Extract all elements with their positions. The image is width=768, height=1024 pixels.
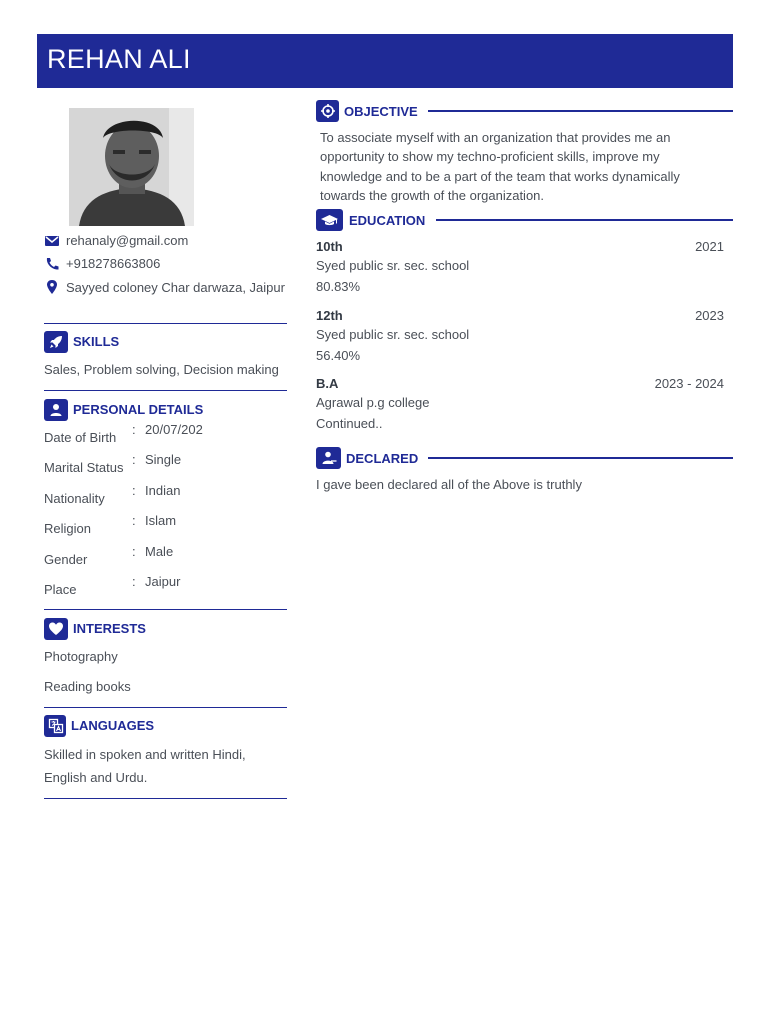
detail-value: Islam	[145, 513, 177, 528]
objective-text: To associate myself with an organization that provides me an opportunity to show my techno-proficient skills, improve my knowledge and to be a part of the team that works dynamically towards the growth of the organization.	[320, 130, 680, 203]
email-text: rehanaly@gmail.com	[66, 233, 189, 248]
rocket-icon	[44, 331, 68, 353]
detail-separator: :	[132, 513, 136, 528]
detail-separator: :	[132, 452, 136, 467]
detail-value: Indian	[145, 483, 181, 498]
skills-text: Sales, Problem solving, Decision making	[44, 362, 279, 377]
detail-separator: :	[132, 422, 136, 437]
heart-icon	[44, 618, 68, 640]
detail-value: Single	[145, 452, 182, 467]
detail-key: Gender	[44, 552, 88, 567]
phone-icon	[44, 257, 60, 271]
divider	[44, 798, 287, 799]
objective-title: OBJECTIVE	[344, 104, 418, 119]
declared-title: DECLARED	[346, 451, 419, 466]
detail-value: 20/07/202	[145, 422, 203, 437]
objective-rule	[428, 110, 733, 112]
person-icon	[44, 399, 68, 421]
detail-key: Religion	[44, 521, 91, 536]
detail-separator: :	[132, 483, 136, 498]
detail-key: Nationality	[44, 491, 105, 506]
declared-text: I gave been declared all of the Above is truthly	[316, 477, 582, 492]
education-result: Continued..	[316, 416, 383, 431]
detail-row-gender	[44, 544, 287, 568]
divider	[44, 609, 287, 610]
detail-key: Place	[44, 582, 77, 597]
personal-details-title: PERSONAL DETAILS	[73, 402, 204, 417]
education-institute: Agrawal p.g college	[316, 395, 430, 410]
languages-text-line2: English and Urdu.	[44, 770, 148, 785]
education-rule	[436, 219, 733, 221]
education-institute: Syed public sr. sec. school	[316, 258, 470, 273]
education-level: 10th	[316, 239, 343, 254]
education-year: 2021	[695, 239, 724, 254]
interest-item: Photography	[44, 649, 118, 664]
education-result: 56.40%	[316, 348, 361, 363]
email-icon	[44, 234, 60, 248]
interest-item: Reading books	[44, 679, 131, 694]
address-text: Sayyed coloney Char darwaza, Jaipur	[66, 280, 285, 295]
name-header	[37, 34, 733, 88]
education-level: B.A	[316, 376, 339, 391]
divider	[44, 707, 287, 708]
declaration-icon	[316, 447, 341, 469]
detail-row-religion	[44, 513, 287, 537]
education-title: EDUCATION	[349, 213, 426, 228]
education-year: 2023 - 2024	[654, 376, 724, 391]
skills-title: SKILLS	[73, 334, 120, 349]
education-institute: Syed public sr. sec. school	[316, 327, 470, 342]
languages-title: LANGUAGES	[71, 718, 155, 733]
profile-photo	[69, 108, 194, 226]
detail-row-nationality	[44, 483, 287, 507]
profile-photo-image	[69, 108, 194, 226]
detail-row-marital-status	[44, 452, 287, 476]
detail-separator: :	[132, 574, 136, 589]
target-icon	[316, 100, 339, 122]
languages-text-line1: Skilled in spoken and written Hindi,	[44, 747, 246, 762]
detail-value: Male	[145, 544, 174, 559]
candidate-name: REHAN ALI	[47, 44, 191, 74]
translate-icon	[44, 715, 66, 737]
education-result: 80.83%	[316, 279, 361, 294]
graduation-cap-icon	[316, 209, 343, 231]
location-icon	[44, 280, 60, 294]
detail-separator: :	[132, 544, 136, 559]
divider	[44, 323, 287, 324]
declared-rule	[428, 457, 733, 459]
detail-key: Date of Birth	[44, 430, 117, 445]
divider	[44, 390, 287, 391]
detail-key: Marital Status	[44, 460, 124, 475]
detail-value: Jaipur	[145, 574, 181, 589]
education-year: 2023	[695, 308, 724, 323]
phone-text: +918278663806	[66, 256, 161, 271]
detail-row-place	[44, 574, 287, 598]
interests-title: INTERESTS	[73, 621, 146, 636]
education-level: 12th	[316, 308, 343, 323]
detail-row-dob	[44, 422, 287, 446]
